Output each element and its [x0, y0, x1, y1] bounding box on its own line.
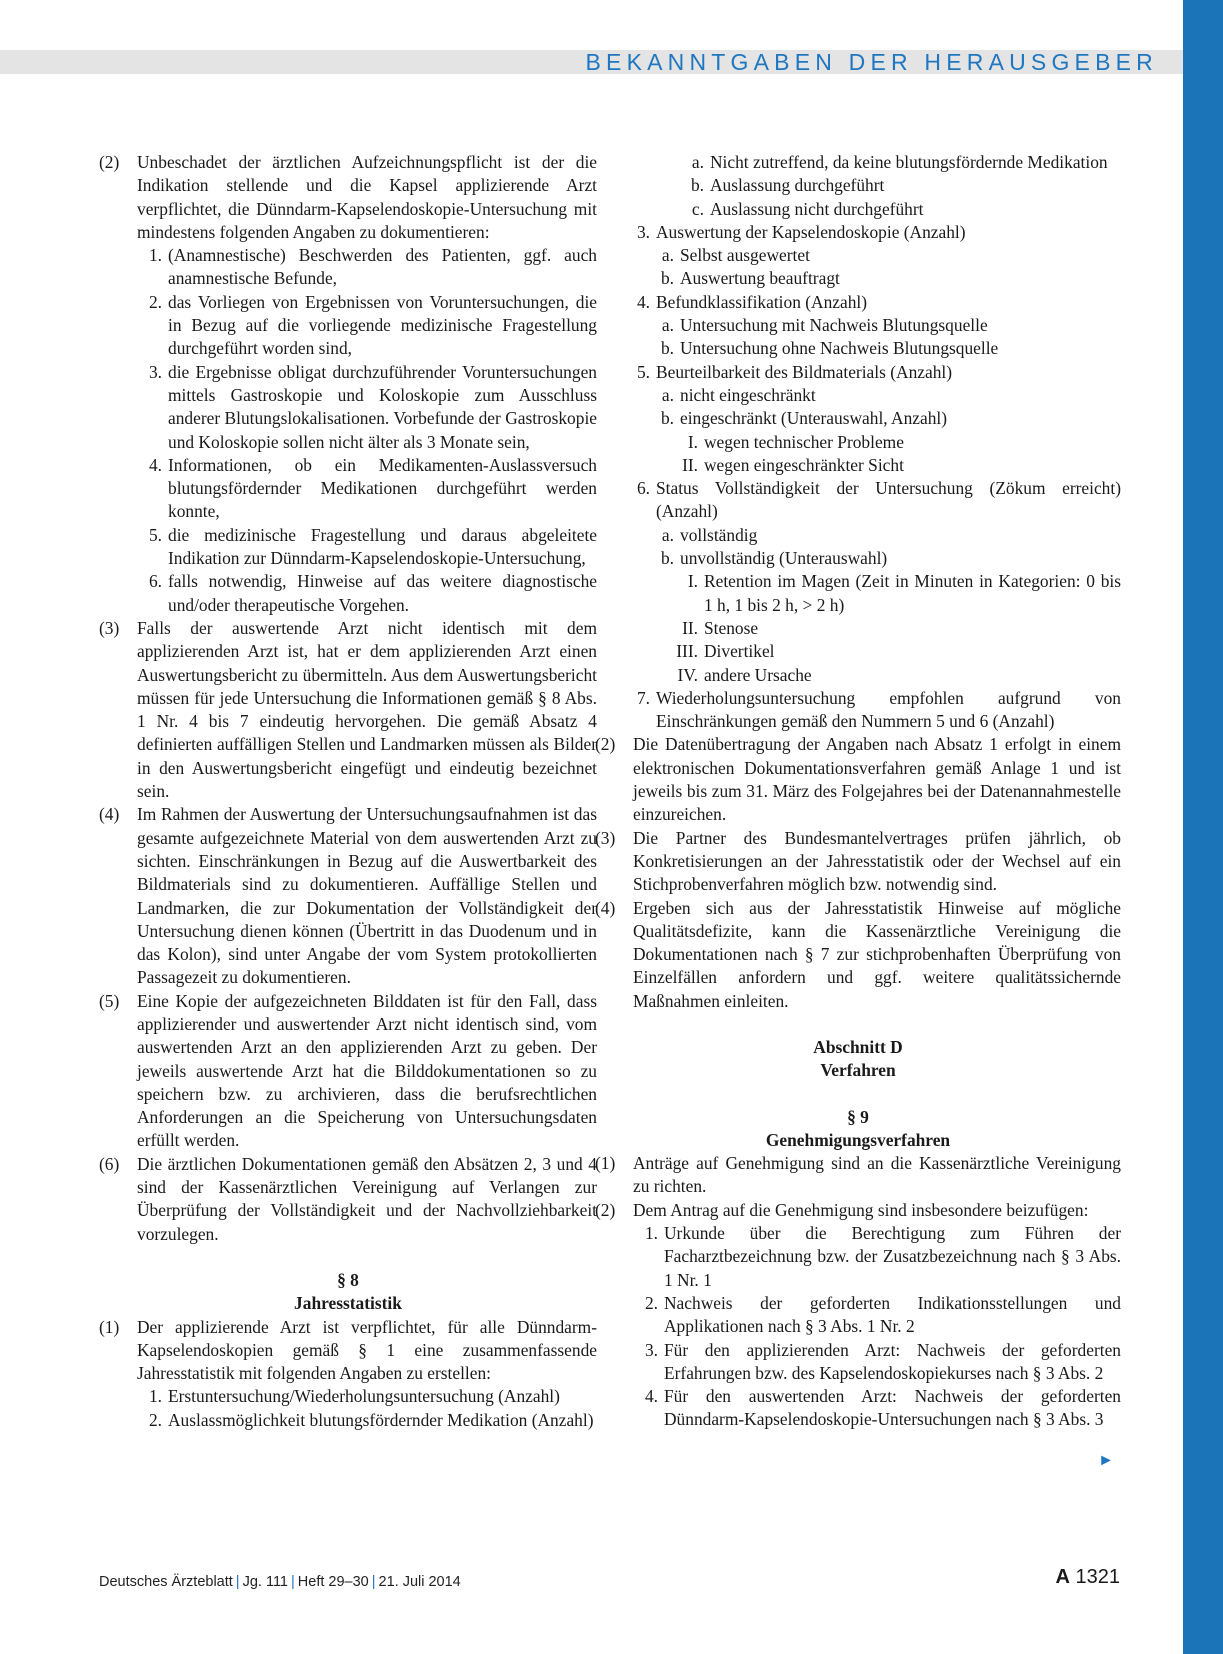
list-item — [674, 570, 1121, 617]
abschnitt-title: Verfahren — [820, 1060, 896, 1081]
list-item-text: andere Ursache — [704, 664, 812, 685]
paragraph-number: (1) — [595, 1153, 616, 1174]
list-item-text: Untersuchung ohne Nachweis Blutungsquelle — [680, 338, 999, 359]
paragraph-4 — [99, 803, 597, 989]
list-item-text: Auswertung beauftragt — [680, 268, 840, 289]
journal-volume: Jg. 111 — [242, 1574, 288, 1590]
list-marker: b. — [660, 338, 674, 359]
paragraph-number: (5) — [99, 990, 120, 1011]
paragraph-text: Im Rahmen der Auswertung der Untersuchungsaufnahmen ist das gesamte aufgezeichnete Material von dem auswertenden Arzt zu sichten. Einschränkungen in Bezug auf die Auswertbarkeit des Bildmaterials sind zu dokumentieren. Auffällige Stellen und Landmarken, die zur Dokumentation der Vollständigkeit der Untersuchung dienen können (Übertritt in das Duodenum und in das Kolon), sind unter Angabe der vom System protokollierten Passagezeit zu dokumentieren. — [137, 804, 597, 988]
list-marker: II. — [682, 454, 698, 475]
list-marker: 7. — [636, 687, 650, 708]
list-item — [674, 617, 1121, 640]
list-item — [137, 291, 597, 361]
paragraph-number: (4) — [99, 804, 120, 825]
list-marker: 3. — [644, 1339, 658, 1360]
paragraph-5 — [99, 990, 597, 1153]
list-item — [649, 244, 1121, 267]
list-marker: 3. — [148, 361, 162, 382]
s9-paragraph-2 — [595, 1199, 1121, 1432]
list-item — [625, 477, 1121, 524]
list-item — [674, 664, 1121, 687]
list-item-text: Nachweis der geforderten Indikationsstellungen und Applikationen nach § 3 Abs. 1 Nr. 2 — [664, 1292, 1121, 1337]
section-8-title: Jahresstatistik — [294, 1293, 402, 1314]
s8p1-list — [137, 1385, 597, 1432]
s8-paragraph-1 — [99, 1316, 597, 1432]
page-prefix: A — [1055, 1566, 1070, 1588]
paragraph-text: Der applizierende Arzt ist verpflichtet, für alle Dünndarm-Kapselendoskopien gemäß § 1 eine zusammenfassende Jahresstatistik mit folgenden Angaben zu erstellen: — [137, 1316, 597, 1384]
list-item-text: Befundklassifikation (Anzahl) — [656, 291, 868, 312]
paragraph-3 — [99, 617, 597, 803]
section-9-title: Genehmigungsverfahren — [765, 1129, 951, 1150]
side-color-bar — [1183, 0, 1223, 1654]
list-item-text: Informationen, ob ein Medikamenten-Auslassversuch blutungsfördernder Medikationen durchgeführt werden konnte, — [168, 454, 597, 522]
list-marker: b. — [690, 175, 704, 196]
paragraph-6 — [99, 1153, 597, 1246]
list-item — [137, 244, 597, 291]
list-item-text: Nicht zutreffend, da keine blutungsfördernde Medikation — [710, 152, 1108, 172]
list-item — [633, 1222, 1121, 1292]
list-marker: 5. — [148, 524, 162, 545]
paragraph-text: Die Partner des Bundesmantelvertrages prüfen jährlich, ob Konkretisierungen an der Jahresstatistik oder der Wechsel auf ein Stichprobenverfahren möglich bzw. notwendig sind. — [633, 827, 1121, 895]
list-marker: 1. — [148, 1386, 162, 1407]
list-marker: b. — [660, 268, 674, 289]
paragraph-text: Unbeschadet der ärztlichen Aufzeichnungspflicht ist der die Indikation stellende und die Kapsel applizierende Arzt verpflichtet, die Dünndarm-Kapselendoskopie-Untersuchung mit mindestens folgenden Angaben zu dokumentieren: — [137, 152, 597, 242]
journal-name: Deutsches Ärzteblatt — [99, 1574, 233, 1590]
list-marker: 1. — [148, 245, 162, 266]
list-marker: a. — [691, 152, 704, 172]
list-item-text: Auswertung der Kapselendoskopie (Anzahl) — [656, 221, 966, 242]
continue-arrow-icon: ► — [1098, 1452, 1114, 1469]
paragraph-number: (2) — [595, 734, 616, 755]
list-item-text: wegen technischer Probleme — [704, 431, 904, 452]
list-item-text: Auslassung nicht durchgeführt — [710, 198, 924, 219]
list-item — [625, 221, 1121, 244]
list-item-text: nicht eingeschränkt — [680, 384, 816, 405]
paragraph-text: Anträge auf Genehmigung sind an die Kassenärztliche Vereinigung zu richten. — [633, 1153, 1121, 1197]
p2-list — [137, 244, 597, 617]
paragraph-number: (3) — [595, 827, 616, 848]
list-item-text: unvollständig (Unterauswahl) — [680, 548, 888, 569]
list-item-text: (Anamnestische) Beschwerden des Patienten, ggf. auch anamnestische Befunde, — [168, 245, 597, 289]
list-item — [674, 640, 1121, 663]
list-marker: 3. — [636, 221, 650, 242]
list-item-text: Für den applizierenden Arzt: Nachweis der geforderten Erfahrungen bzw. des Kapselendoskopiekurses nach § 3 Abs. 2 — [664, 1339, 1121, 1383]
s8-paragraph-3 — [595, 827, 1121, 897]
list-item-text: Erstuntersuchung/Wiederholungsuntersuchung (Anzahl) — [168, 1386, 560, 1407]
list-marker: III. — [676, 641, 698, 662]
list-item-text: wegen eingeschränkter Sicht — [704, 454, 904, 475]
section-8-number: § 8 — [337, 1269, 359, 1290]
list-item-text: Urkunde über die Berechtigung zum Führen der Facharztbezeichnung bzw. der Zusatzbezeichnung nach § 3 Abs. 1 Nr. 1 — [664, 1223, 1121, 1290]
list-item-text: das Vorliegen von Ergebnissen von Voruntersuchungen, die in Bezug auf die vorliegende medizinische Fragestellung durchgeführt worden sind, — [168, 291, 597, 359]
list-marker: a. — [661, 315, 674, 336]
list-marker: I. — [687, 571, 698, 592]
list-item — [633, 1385, 1121, 1432]
list-item — [137, 1409, 597, 1432]
list-item — [679, 174, 1121, 197]
list-marker: 5. — [636, 361, 650, 382]
list-item-text: Retention im Magen (Zeit in Minuten in Kategorien: 0 bis 1 h, 1 bis 2 h, > 2 h) — [704, 571, 1121, 615]
list-item-text: Selbst ausgewertet — [680, 245, 810, 266]
paragraph-text: Falls der auswertende Arzt nicht identisch mit dem applizierenden Arzt ist, hat er dem applizierenden Arzt einen Auswertungsbericht zu übermitteln. Aus dem Auswertungsbericht müssen für jede Untersuchung die Informationen gemäß § 8 Abs. 1 Nr. 4 bis 7 eindeutig hervorgehen. Die gemäß Absatz 4 definierten auffälligen Stellen und Landmarken müssen als Bilder in den Auswertungsbericht eingefügt und eindeutig bezeichnet sein. — [137, 617, 597, 802]
s9p2-list — [633, 1222, 1121, 1432]
list-item — [649, 337, 1121, 360]
list-marker: a. — [661, 245, 674, 266]
list-marker: 6. — [636, 478, 650, 499]
right-column — [595, 151, 1121, 1432]
list-item — [625, 361, 1121, 384]
paragraph-text: Die Datenübertragung der Angaben nach Absatz 1 erfolgt in einem elektronischen Dokumentationsverfahren gemäß Anlage 1 und ist jeweils bis zum 31. März des Folgejahres bei der Datenannahmestelle einzureichen. — [633, 734, 1121, 825]
list-marker: 2. — [148, 291, 162, 312]
list-item — [649, 267, 1121, 290]
list-item — [649, 524, 1121, 547]
list-item — [649, 547, 1121, 570]
paragraph-number: (6) — [99, 1153, 120, 1174]
list-item-text: Status Vollständigkeit der Untersuchung (Zökum erreicht) (Anzahl) — [656, 478, 1121, 522]
list-marker: 2. — [148, 1409, 162, 1430]
list-item-text: Beurteilbarkeit des Bildmaterials (Anzahl) — [656, 361, 953, 382]
list-item — [137, 524, 597, 571]
list-marker: 4. — [644, 1386, 658, 1407]
paragraph-text: Dem Antrag auf die Genehmigung sind insbesondere beizufügen: — [633, 1199, 1089, 1220]
list-marker: 1. — [644, 1223, 658, 1244]
list-item — [137, 1385, 597, 1408]
abschnitt-label: Abschnitt D — [813, 1036, 903, 1057]
list-item — [679, 151, 1121, 174]
paragraph-text: Ergeben sich aus der Jahresstatistik Hinweise auf mögliche Qualitätsdefizite, kann die Kassenärztliche Vereinigung die Dokumentationen nach § 7 zur stichprobenhaften Überprüfung von Einzelfällen anfordern und ggf. weitere qualitätssichernde Maßnahmen einleiten. — [633, 897, 1121, 1011]
paragraph-text: Die ärztlichen Dokumentationen gemäß den Absätzen 2, 3 und 4 sind der Kassenärztlichen Vereinigung auf Verlangen zur Überprüfung der Vollständigkeit und der Nachvollziehbarkeit vorzulegen. — [137, 1153, 597, 1244]
list-item-text: Divertikel — [704, 641, 775, 662]
list-item-text: Für den auswertenden Arzt: Nachweis der geforderten Dünndarm-Kapselendoskopie-Untersuchungen nach § 3 Abs. 3 — [664, 1386, 1121, 1430]
list-item — [679, 198, 1121, 221]
list-marker: c. — [691, 198, 704, 219]
item-2-sublist — [655, 151, 1121, 221]
list-item-text: falls notwendig, Hinweise auf das weitere diagnostische und/oder therapeutische Vorgehen. — [168, 571, 597, 615]
paragraph-number: (2) — [99, 152, 120, 172]
footer-citation: Deutsches Ärzteblatt | Jg. 111 | Heft 29–30 | 21. Juli 2014 — [99, 1574, 461, 1590]
list-item — [674, 454, 1121, 477]
paragraph-number: (3) — [99, 617, 120, 638]
list-marker: b. — [660, 408, 674, 429]
list-item-text: Auslassung durchgeführt — [710, 175, 885, 196]
list-marker: 4. — [148, 454, 162, 475]
list-item-text: Auslassmöglichkeit blutungsfördernder Medikation (Anzahl) — [168, 1409, 594, 1430]
list-item — [649, 407, 1121, 430]
list-item-text: die Ergebnisse obligat durchzuführender Voruntersuchungen mittels Gastroskopie und Koloskopie zum Ausschluss anderer Blutungslokalisationen. Vorbefunde der Gastroskopie und Koloskopie sollen nicht älter als 3 Monate sein, — [168, 361, 597, 452]
page-value: 1321 — [1075, 1566, 1120, 1588]
paragraph-number: (1) — [99, 1316, 120, 1337]
s8-paragraph-2 — [595, 733, 1121, 826]
list-marker: b. — [660, 548, 674, 569]
list-item — [625, 687, 1121, 734]
journal-date: 21. Juli 2014 — [378, 1574, 461, 1590]
paragraph-number: (4) — [595, 897, 616, 918]
s8-paragraph-4 — [595, 897, 1121, 1013]
list-item-text: die medizinische Fragestellung und daraus abgeleitete Indikation zur Dünndarm-Kapselendoskopie-Untersuchung, — [168, 524, 597, 569]
list-marker: I. — [687, 431, 698, 452]
list-marker: a. — [661, 524, 674, 545]
list-marker: 2. — [644, 1292, 658, 1313]
list-item-text: vollständig — [680, 524, 758, 545]
paragraph-number: (2) — [595, 1199, 616, 1220]
s9-paragraph-1 — [595, 1152, 1121, 1199]
paragraph-text: Eine Kopie der aufgezeichneten Bilddaten ist für den Fall, dass applizierender und auswertender Arzt nicht identisch sind, vom auswertenden Arzt an den applizierenden Arzt zu geben. Der jeweils auswertende Arzt hat die Bilddokumentationen so zu speichern bzw. zu archivieren, dass die berufsrechtlichen Anforderungen an die Speicherung von Untersuchungsdaten erfüllt werden. — [137, 990, 597, 1151]
list-marker: 6. — [148, 571, 162, 592]
list-marker: IV. — [677, 664, 698, 685]
list-item-text: Stenose — [704, 617, 759, 638]
list-item — [625, 291, 1121, 314]
section-9-number: § 9 — [847, 1106, 869, 1127]
journal-issue: Heft 29–30 — [297, 1574, 369, 1590]
stats-list-continued — [625, 221, 1121, 734]
list-item-text: eingeschränkt (Unterauswahl, Anzahl) — [680, 408, 948, 429]
list-marker: 4. — [636, 291, 650, 312]
list-item — [633, 1339, 1121, 1386]
section-header-title: BEKANNTGABEN DER HERAUSGEBER — [585, 49, 1158, 75]
list-item — [633, 1292, 1121, 1339]
list-item — [137, 361, 597, 454]
paragraph-2 — [99, 151, 597, 617]
page-number — [1055, 1566, 1120, 1589]
list-item — [137, 570, 597, 617]
list-item — [137, 454, 597, 524]
list-item-text: Untersuchung mit Nachweis Blutungsquelle — [680, 315, 988, 336]
list-item-text: Wiederholungsuntersuchung empfohlen aufgrund von Einschränkungen gemäß den Nummern 5 und 6 (Anzahl) — [656, 687, 1121, 732]
list-item — [674, 431, 1121, 454]
list-item — [649, 314, 1121, 337]
left-column — [99, 151, 597, 1432]
list-marker: a. — [661, 384, 674, 405]
list-item — [649, 384, 1121, 407]
list-marker: II. — [682, 617, 698, 638]
